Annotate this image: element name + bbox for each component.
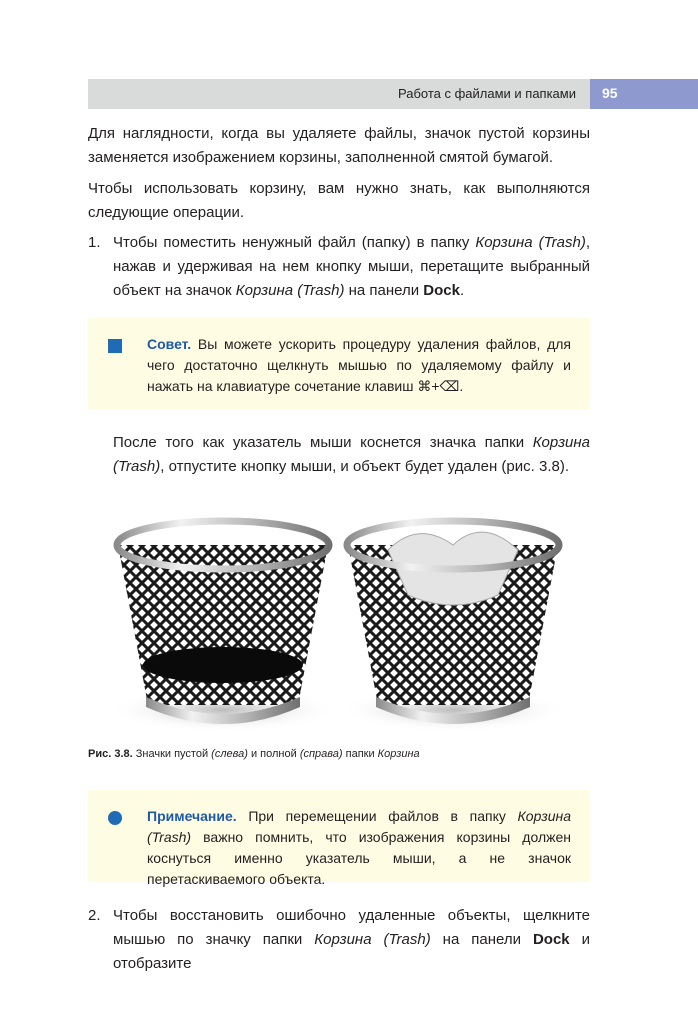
list-number-1: 1. (88, 234, 101, 251)
tip-box (88, 318, 589, 410)
full-trash-icon (338, 521, 568, 732)
tip-marker-icon (108, 339, 122, 353)
figure-caption: Рис. 3.8. Значки пустой (слева) и полной (справа) папки Корзина (88, 748, 420, 760)
note-marker-icon (108, 811, 122, 825)
page-number: 95 (602, 85, 618, 101)
tip-text: Совет. Вы можете ускорить процедуру удаления файлов, для чего достаточно щелкнуть мышью по удаляемому файлу и нажать на клавиатуре сочетание клавиш ⌘+⌫. (147, 336, 571, 394)
list-item-2: Чтобы восстановить ошибочно удаленные объекты, щелкните мышью по значку папки Корзина (Trash) на панели Dock и отобразите (113, 907, 590, 972)
page-number-tab (590, 79, 698, 109)
note-text: Примечание. При перемещении файлов в папку Корзина (Trash) важно помнить, что изображения корзины должен коснуться именно указатель мыши, а не значок перетаскиваемого объекта. (147, 808, 571, 887)
paragraph-after-tip: После того как указатель мыши коснется значка папки Корзина (Trash), отпустите кнопку мыши, и объект будет удален (рис. 3.8). (113, 434, 590, 475)
paragraph-2: Чтобы использовать корзину, вам нужно знать, как выполняются следующие операции. (88, 180, 590, 221)
running-header (88, 79, 590, 109)
empty-trash-icon (108, 521, 338, 732)
figure-trash-icons (88, 505, 590, 735)
note-box (88, 790, 589, 887)
list-item-1: Чтобы поместить ненужный файл (папку) в папку Корзина (Trash), нажав и удерживая на нем кнопку мыши, перетащите выбранный объект на значок Корзина (Trash) на панели Dock. (113, 234, 591, 299)
paragraph-1: Для наглядности, когда вы удаляете файлы, значок пустой корзины заменяется изображением корзины, заполненной смятой бумагой. (88, 125, 590, 166)
section-title: Работа с файлами и папками (397, 86, 576, 101)
list-number-2: 2. (88, 907, 101, 924)
